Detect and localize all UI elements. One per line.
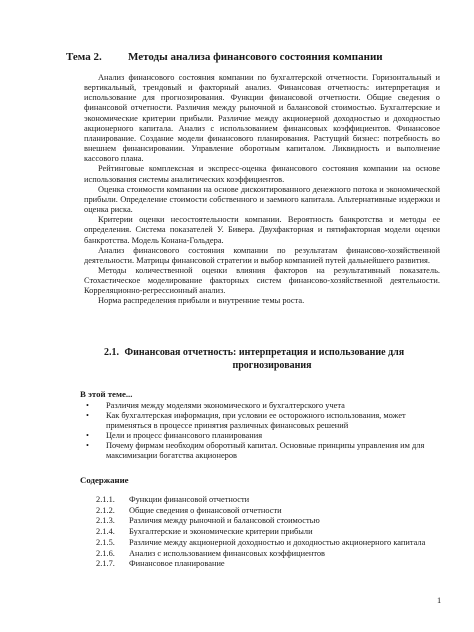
toc-number: 2.1.4. [96, 527, 115, 537]
toc-title: Различие между акционерной доходностью и доходностью акционерного капитала [129, 537, 426, 547]
page-number: 1 [437, 596, 442, 605]
chapter-number: Тема 2. [66, 51, 102, 63]
toc-number: 2.1.7. [96, 559, 115, 569]
toc-title: Различия между рыночной и балансовой стоимостью [129, 516, 320, 526]
summary-paragraph: Норма распределения прибыли и внутренние темы роста. [98, 296, 305, 306]
topic-bullet-list [80, 401, 442, 462]
chapter-heading [66, 51, 383, 63]
toc-title: Общие сведения о финансовой отчетности [129, 505, 282, 515]
summary-paragraph: Методы количественной оценки влияния факторов на результативный показатель. Стохастическое моделирование факторных систем финансово-хозяйственной деятельности. Корреляционно-регрессионный анализ. [84, 265, 440, 296]
toc-item [96, 559, 442, 570]
in-this-topic-heading: В этой теме... [80, 389, 133, 399]
summary-paragraph: Оценка стоимости компании на основе дисконтированного денежного потока и экономической прибыли. Определение стоимости собственного и заемного капитала. Альтернативные издержки и оценка риска. [84, 184, 440, 215]
section-number: 2.1. [104, 347, 119, 358]
toc-title: Функции финансовой отчетности [129, 495, 250, 504]
section-heading [104, 347, 440, 372]
toc-item [96, 527, 442, 538]
toc-number: 2.1.2. [96, 505, 115, 515]
toc-number: 2.1.5. [96, 537, 115, 547]
section-title-line1: Финансовая отчетность: интерпретация и использование для [124, 347, 405, 358]
chapter-title: Методы анализа финансового состояния компании [128, 51, 383, 63]
toc-item [96, 549, 442, 560]
toc-number: 2.1.3. [96, 516, 115, 526]
toc-item [96, 538, 442, 549]
contents-heading: Содержание [80, 475, 129, 485]
bullet-item: • Различия между моделями экономического и бухгалтерского учета [80, 401, 442, 411]
chapter-summary [84, 73, 440, 307]
summary-paragraph: Критерии оценки несостоятельности компании. Вероятность банкротства и методы ее определения. Система показателей У. Бивера. Двухфакторная и пятифакторная модели оценки банкротства. Модель Конана-Гольдера. [84, 215, 440, 245]
summary-paragraph: Рейтинговые комплексная и экспресс-оценка финансового состояния компании на основе использования системы аналитических коэффициентов. [84, 164, 440, 184]
toc-title: Анализ с использованием финансовых коэффициентов [129, 548, 326, 558]
summary-paragraph: Анализ финансового состояния компании по результатам финансово-хозяйственной деятельности. Матрицы финансовой стратегии и выбор компанией путей дальнейшего развития. [84, 245, 440, 265]
toc-item [96, 506, 442, 517]
toc-number: 2.1.6. [96, 548, 115, 558]
toc-title: Бухгалтерские и экономические критерии прибыли [129, 527, 313, 537]
toc-item [96, 516, 442, 527]
bullet-item: • Цели и процесс финансового планирования [80, 431, 442, 441]
bullet-item: • Как бухгалтерская информация, при условии ее осторожного использования, может применяться в процессе принятия различных финансовых решений [80, 411, 442, 431]
toc-item [96, 495, 442, 506]
summary-paragraph: Анализ финансового состояния компании по бухгалтерской отчетности. Горизонтальный и вертикальный, трендовый и факторный анализ. Финансовая отчетность: интерпретация и использование для прогнозирования. Функции финансовой отчетности. Общие сведения о финансовой отчетности. Различия между рыночной и балансовой стоимостью. Бухгалтерские и экономические критерии прибыли. Различие между акционерной доходностью и доходностью акционерного капитала. Анализ с использованием финансовых коэффициентов. Финансовое планирование. Создание модели финансового планирования. Растущий бизнес: потребность во внешнем финансировании. Управление оборотным капиталом. Ликвидность и выполнение кассового плана. [84, 73, 440, 164]
bullet-item: • Почему фирмам необходим оборотный капитал. Основные принципы управления им для максимизации богатства акционеров [80, 441, 442, 461]
section-title-line2: прогнозирования [232, 359, 312, 371]
toc-title: Финансовое планирование [129, 559, 225, 569]
table-of-contents [96, 495, 442, 570]
toc-number: 2.1.1. [96, 495, 115, 504]
